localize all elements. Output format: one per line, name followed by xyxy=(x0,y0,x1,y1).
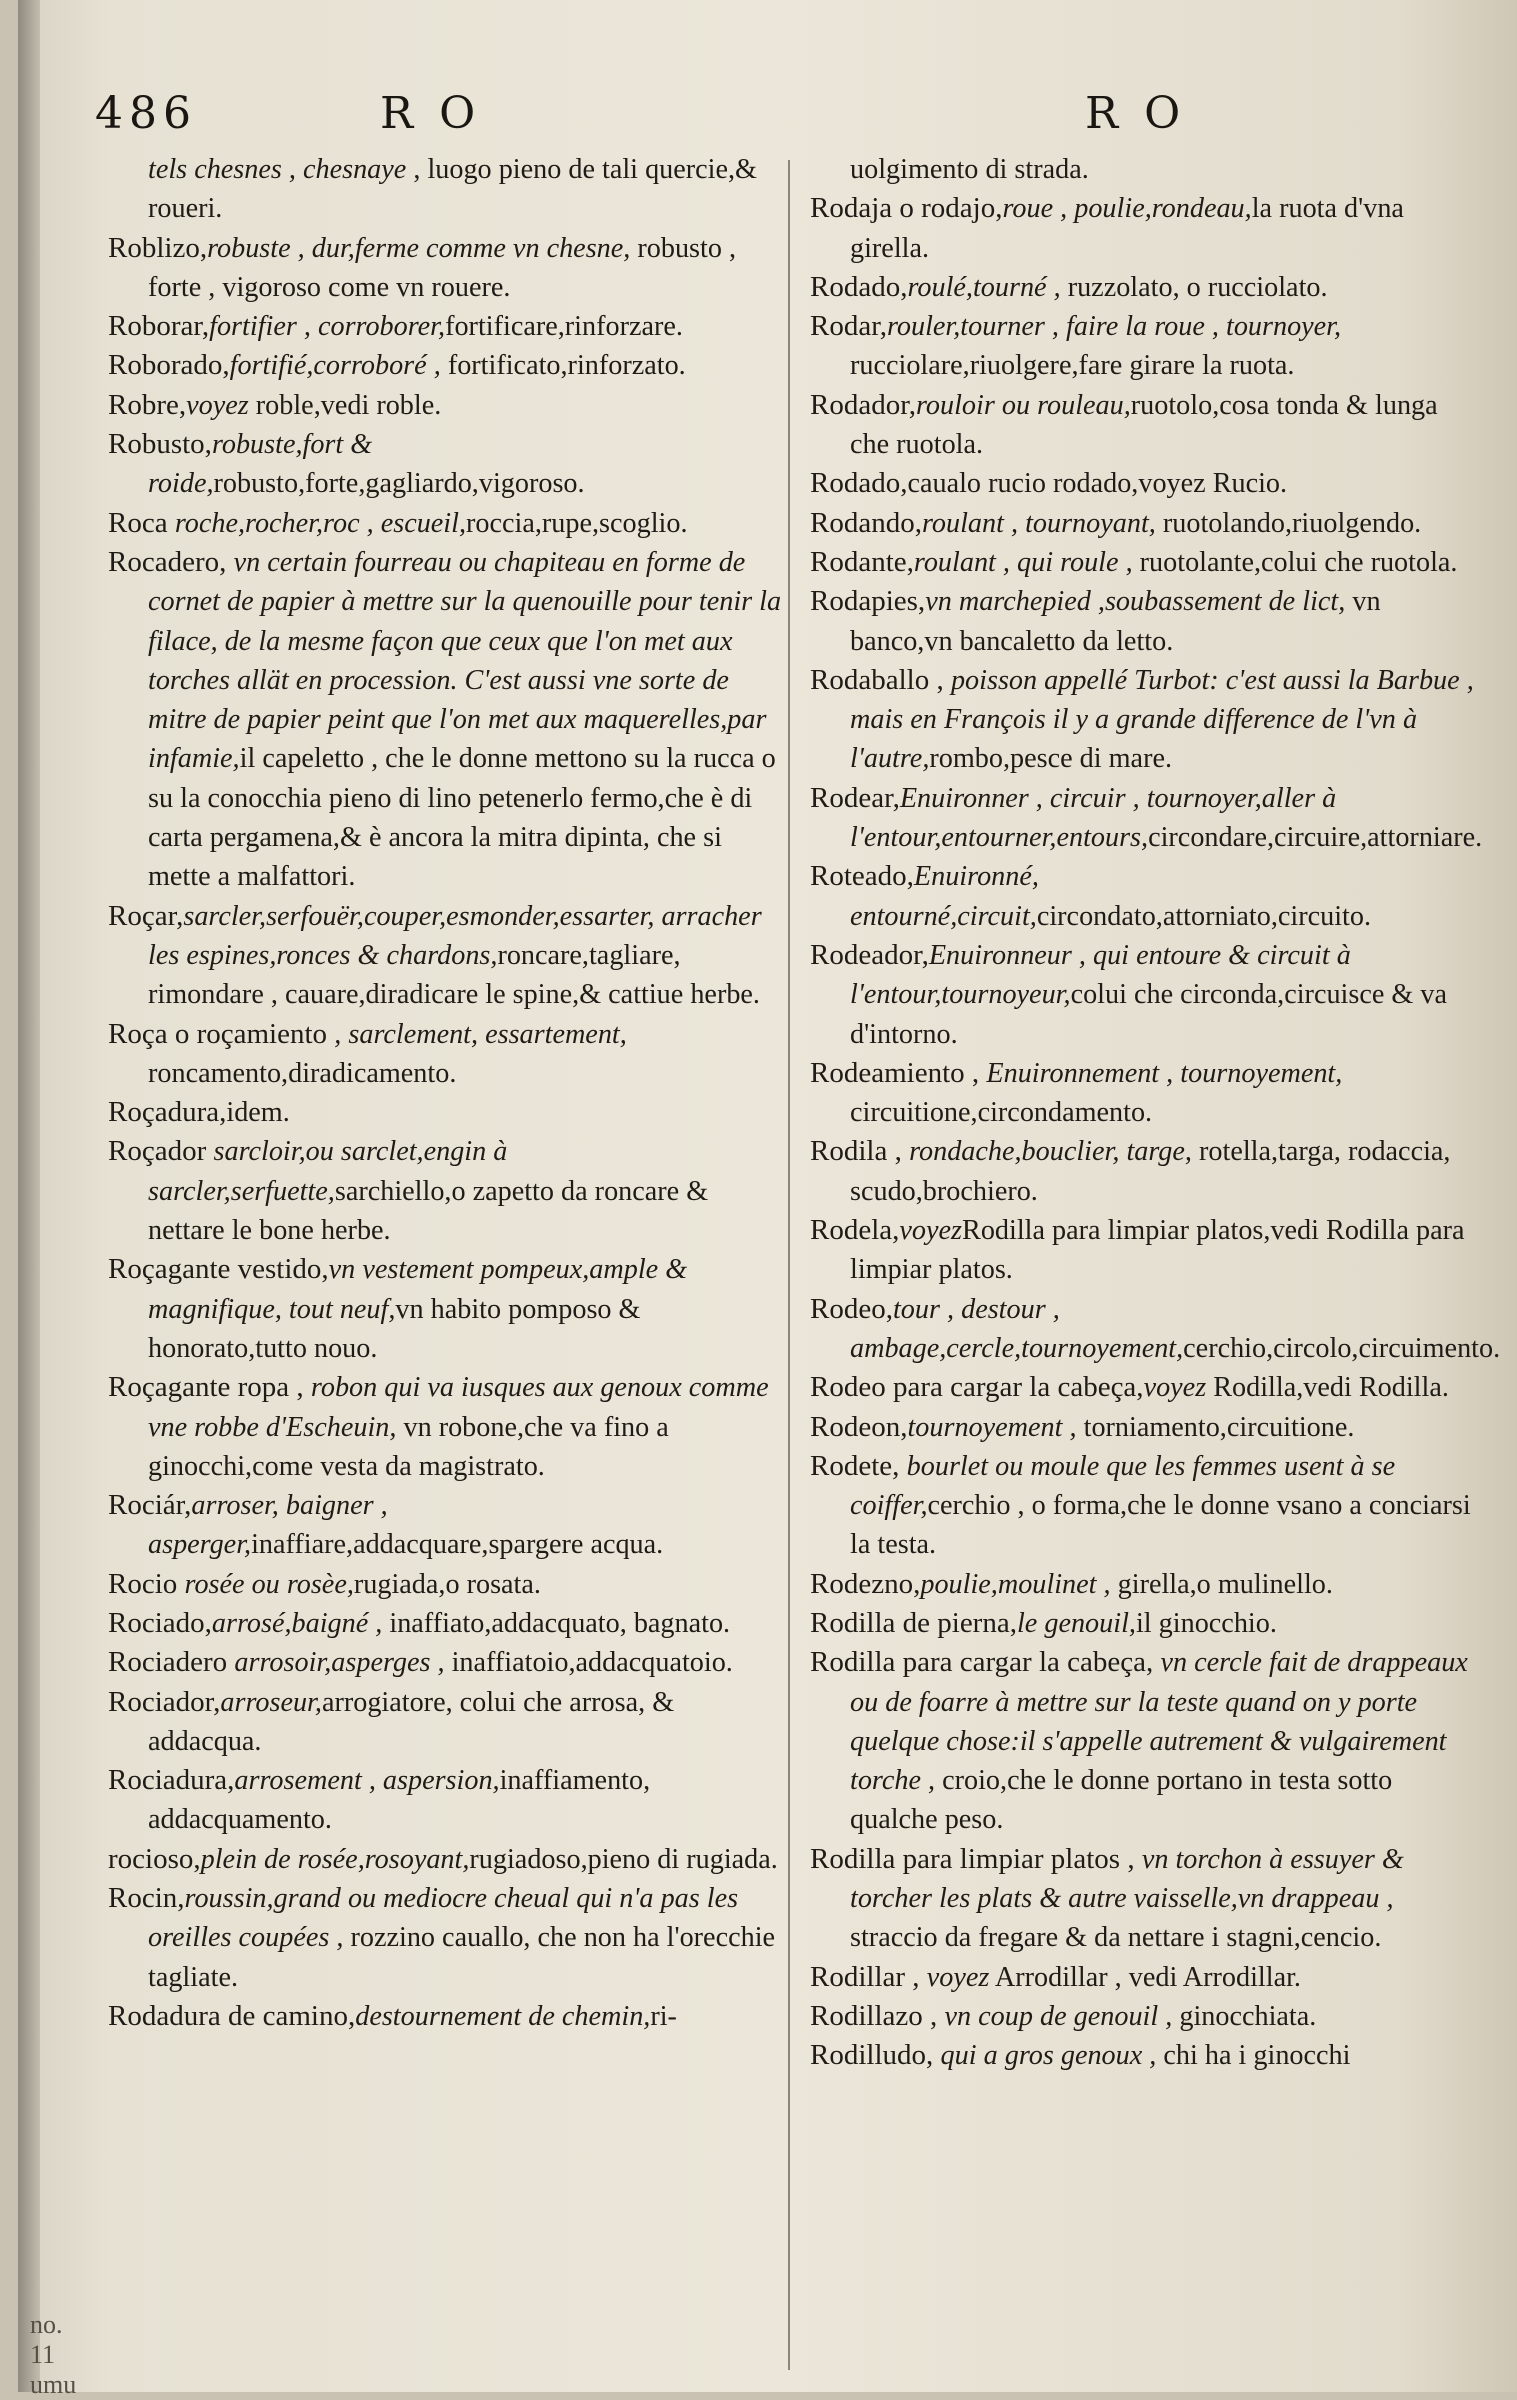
dictionary-entry xyxy=(810,857,1475,936)
entry-italian-gloss: il capeletto , che le donne mettono su la rucca o su la conocchia pieno di lino petenerlo fermo,che è di carta pergamena,& è ancora la mitra dipinta, che si mette a malfattori. xyxy=(148,743,776,893)
entry-headword: Rocio xyxy=(108,1567,185,1600)
dictionary-entry xyxy=(810,1997,1475,2036)
dictionary-entry xyxy=(810,268,1475,307)
entry-italian-gloss: roccia,rupe,scoglio. xyxy=(466,507,688,539)
entry-italian-gloss: arrogiatore, colui che arrosa, & addacqua. xyxy=(148,1686,675,1757)
entry-italian-gloss: caualo rucio rodado,voyez Rucio. xyxy=(907,468,1288,500)
entry-french-gloss: arrosoir,asperges , xyxy=(234,1647,445,1679)
entry-headword: Roteado, xyxy=(810,860,914,893)
dictionary-entry xyxy=(810,1054,1475,1133)
entry-headword: Rodeador, xyxy=(810,938,929,971)
entry-french-gloss: fortifié,corroboré , xyxy=(229,350,441,382)
entry-headword: Robusto, xyxy=(108,428,212,461)
entry-italian-gloss: rucciolare,riuolgere,fare girare la ruota. xyxy=(850,350,1295,382)
entry-headword: Rocin, xyxy=(108,1882,185,1915)
entry-headword: Rodilla de pierna, xyxy=(810,1606,1017,1639)
dictionary-entry xyxy=(810,1447,1475,1565)
dictionary-entry xyxy=(810,307,1475,386)
dictionary-entry xyxy=(108,504,788,543)
entry-french-gloss: Enuironné, entourné,circuit, xyxy=(850,861,1039,932)
dictionary-entry xyxy=(108,425,788,504)
dictionary-entry xyxy=(108,1879,788,1997)
entry-headword: Roçagante ropa , xyxy=(108,1371,311,1404)
dictionary-entry xyxy=(108,1565,788,1604)
dictionary-entry xyxy=(810,1132,1475,1211)
entry-french-gloss: poisson appellé Turbot: c'est aussi la Barbue , mais en François il y a grande difference de l'vn à l'autre, xyxy=(850,664,1474,775)
entry-headword: Rodaballo , xyxy=(810,663,951,696)
dictionary-entry xyxy=(810,1643,1475,1839)
dictionary-entry xyxy=(108,386,788,425)
entry-headword: Rodila , xyxy=(810,1135,910,1168)
entry-italian-gloss: straccio da fregare & da nettare i stagni,cencio. xyxy=(850,1922,1382,1954)
entry-italian-gloss: circuitione,circondamento. xyxy=(850,1097,1153,1129)
dictionary-entry xyxy=(810,1290,1501,1369)
dictionary-entry xyxy=(810,189,1475,268)
entry-italian-gloss: uolgimento di strada. xyxy=(850,154,1089,185)
entry-headword: Rodadura de camino, xyxy=(108,1999,356,2032)
entry-italian-gloss: ruotolo,cosa tonda & lunga che ruotola. xyxy=(850,389,1438,461)
entry-french-gloss: roue , poulie,rondeau, xyxy=(1002,193,1252,225)
entry-headword: Rodar, xyxy=(810,310,887,343)
entry-french-gloss: qui a gros genoux , xyxy=(940,2040,1157,2072)
entry-french-gloss: voyez xyxy=(186,389,249,421)
entry-french-gloss: voyez xyxy=(899,1215,963,1247)
entry-italian-gloss: vn banco,vn bancaletto da letto. xyxy=(850,586,1381,657)
dictionary-entry xyxy=(108,1840,788,1879)
entry-french-gloss: sarcler,serfouër,couper,esmonder,essarter, arracher les espines,ronces & chardons, xyxy=(148,900,762,971)
entry-headword: Roçar, xyxy=(108,899,184,932)
entry-italian-gloss: idem. xyxy=(226,1097,290,1129)
dictionary-entry xyxy=(810,1408,1475,1447)
entry-french-gloss: destournement de chemin, xyxy=(355,2000,651,2032)
entry-french-gloss: le genouil, xyxy=(1016,1607,1136,1639)
entry-headword: Rociadura, xyxy=(108,1764,235,1797)
dictionary-entry xyxy=(108,307,788,346)
entry-italian-gloss: il ginocchio. xyxy=(1135,1607,1277,1639)
dictionary-entry xyxy=(108,543,788,897)
entry-italian-gloss: Rodilla para limpiar platos,vedi Rodilla para limpiar platos. xyxy=(850,1215,1465,1286)
entry-headword: Rodeon, xyxy=(810,1410,908,1443)
entry-french-gloss: rondache,bouclier, targe, xyxy=(909,1136,1192,1168)
entry-french-gloss: poulie,moulinet , xyxy=(920,1568,1111,1600)
entry-headword: Rodaja o rodajo, xyxy=(810,192,1003,225)
entry-italian-gloss: rotella,targa, rodaccia, scudo,brochiero. xyxy=(850,1136,1451,1207)
dictionary-entry xyxy=(810,779,1483,858)
entry-french-gloss: voyez xyxy=(1143,1372,1207,1404)
entry-french-gloss: rosée ou rosèe, xyxy=(184,1568,354,1600)
entry-italian-gloss: rugiada,o rosata. xyxy=(353,1568,541,1600)
entry-italian-gloss: girella,o mulinello. xyxy=(1110,1568,1333,1600)
entry-headword: Rociadero xyxy=(108,1646,235,1679)
entry-french-gloss: arrosement , aspersion, xyxy=(234,1765,500,1797)
entry-french-gloss: roche,rocher,roc , escueil, xyxy=(174,507,467,539)
dictionary-entry xyxy=(810,464,1475,503)
entry-french-gloss: Enuironnement , tournoyement, xyxy=(986,1057,1343,1089)
column-rule xyxy=(788,160,790,2370)
entry-italian-gloss: roncare,tagliare, rimondare , cauare,diradicare le spine,& cattiue herbe. xyxy=(148,939,760,1011)
entry-italian-gloss: , luogo pieno de tali quercie,& roueri. xyxy=(148,154,757,225)
entry-french-gloss: robuste , dur,ferme comme vn chesne, xyxy=(207,232,631,264)
entry-headword: Rodilludo, xyxy=(810,2039,941,2072)
entry-french-gloss: tour , destour , ambage,cercle,tournoyement, xyxy=(850,1293,1184,1364)
entry-italian-gloss: vn robone,che va fino a ginocchi,come vesta da magistrato. xyxy=(148,1411,669,1482)
entry-french-gloss: vn cercle fait de drappeaux ou de foarre à mettre sur la teste quand on y porte quelque chose:il s'appelle autrement & vulgairement torche , xyxy=(850,1647,1468,1797)
entry-french-gloss: Enuironneur , qui entoure & circuit à l'entour,tournoyeur, xyxy=(850,939,1351,1011)
entry-headword: Rodante, xyxy=(810,545,914,578)
entry-headword: Roblizo, xyxy=(108,231,208,264)
dictionary-entry xyxy=(108,1015,788,1094)
entry-french-gloss: vn torchon à essuyer & torcher les plats & autre vaisselle,vn drappeau , xyxy=(850,1843,1404,1915)
entry-italian-gloss: ruzzolato, o rucciolato. xyxy=(1060,271,1328,303)
left-running-head: R O xyxy=(380,88,482,139)
entry-italian-gloss: roble,vedi roble. xyxy=(248,389,442,421)
dictionary-entry xyxy=(810,1958,1475,1997)
dictionary-entry xyxy=(108,150,788,229)
right-running-head: R O xyxy=(1085,88,1187,139)
dictionary-entry xyxy=(108,1643,788,1682)
entry-french-gloss: fortifier , corroborer, xyxy=(209,311,446,343)
right-column xyxy=(810,150,1501,2076)
dictionary-entry xyxy=(810,150,1475,189)
entry-headword: Rodela, xyxy=(810,1214,900,1247)
entry-italian-gloss: robusto , forte , vigoroso come vn rouere. xyxy=(148,232,737,303)
entry-italian-gloss: ri- xyxy=(650,2000,677,2032)
entry-french-gloss: vn certain fourreau ou chapiteau en forme de cornet de papier à mettre sur la quenouille pour tenir la filace, de la mesme façon que ceux que l'on met aux torches allät en procession. C'est aussi vne sorte de mitre de papier peint que l'on met aux maquerelles,par infamie, xyxy=(148,546,782,775)
dictionary-entry xyxy=(810,1211,1475,1290)
entry-headword: rocioso, xyxy=(108,1842,201,1875)
dictionary-entry xyxy=(810,1368,1475,1407)
dictionary-entry xyxy=(108,229,788,308)
entry-french-gloss: roulant , tournoyant, xyxy=(921,507,1156,539)
entry-french-gloss: plein de rosée,rosoyant, xyxy=(200,1843,470,1875)
entry-headword: Rodilla para limpiar platos , xyxy=(810,1842,1142,1875)
entry-italian-gloss: torniamento,circuitione. xyxy=(1076,1411,1355,1443)
entry-headword: Rodeo, xyxy=(810,1292,893,1325)
entry-italian-gloss: rombo,pesce di mare. xyxy=(929,743,1173,775)
entry-french-gloss: rouler,tourner , faire la roue , tournoyer, xyxy=(886,311,1342,343)
entry-headword: Rodando, xyxy=(810,506,922,539)
entry-french-gloss: tournoyement , xyxy=(907,1411,1077,1443)
dictionary-entry xyxy=(108,1093,788,1132)
entry-french-gloss: vn coup de genouil , xyxy=(944,2000,1173,2032)
dictionary-entry xyxy=(810,582,1475,661)
entry-french-gloss: Enuironner , circuir , tournoyer,aller à l'entour,entourner,entours, xyxy=(850,782,1337,854)
entry-french-gloss: tels chesnes , chesnaye xyxy=(148,154,407,185)
entry-headword: Rodete, xyxy=(810,1449,907,1482)
entry-italian-gloss: rozzino cauallo, che non ha l'orecchie tagliate. xyxy=(148,1922,776,1993)
dictionary-entry xyxy=(108,346,788,385)
dictionary-entry xyxy=(108,1997,788,2036)
entry-headword: Rodeamiento , xyxy=(810,1056,987,1089)
entry-french-gloss: robuste,fort & roide, xyxy=(148,429,373,500)
page-number: 486 xyxy=(95,88,197,139)
entry-italian-gloss: la ruota d'vna girella. xyxy=(850,193,1404,264)
entry-headword: Rodezno, xyxy=(810,1567,921,1600)
entry-headword: Roborar, xyxy=(108,310,210,343)
entry-headword: Roca xyxy=(108,506,175,539)
entry-french-gloss: voyez xyxy=(926,1961,990,1993)
entry-italian-gloss: robusto,forte,gagliardo,vigoroso. xyxy=(213,468,585,500)
entry-headword: Rodear, xyxy=(810,781,900,814)
dictionary-entry xyxy=(108,897,788,1015)
entry-headword: Rodado, xyxy=(810,467,908,500)
entry-headword: Rociár, xyxy=(108,1489,192,1522)
dictionary-entry xyxy=(108,1761,788,1840)
entry-headword: Rociado, xyxy=(108,1606,212,1639)
dictionary-entry xyxy=(108,1250,788,1368)
dictionary-entry xyxy=(108,1683,788,1762)
entry-headword: Roçador xyxy=(108,1135,214,1168)
entry-french-gloss: , sarclement, essartement, xyxy=(334,1018,627,1050)
entry-headword: Rodeo para cargar la cabeça, xyxy=(810,1371,1144,1404)
dictionary-entry xyxy=(810,936,1475,1054)
dictionary-entry xyxy=(810,1840,1475,1958)
dictionary-entry xyxy=(810,661,1475,779)
entry-french-gloss: roulant , qui roule , xyxy=(913,546,1133,578)
entry-french-gloss: vn vestement pompeux,ample & magnifique, tout neuf, xyxy=(148,1254,688,1325)
entry-headword: Roça o roçamiento xyxy=(108,1017,335,1050)
entry-italian-gloss: fortificato,rinforzato. xyxy=(440,350,686,382)
left-column xyxy=(108,150,788,2036)
entry-italian-gloss: ginocchiata. xyxy=(1172,2000,1317,2032)
entry-headword: Rodado, xyxy=(810,270,908,303)
dictionary-entry xyxy=(810,543,1475,582)
entry-french-gloss: roulé,tourné , xyxy=(907,271,1061,303)
margin-note: no. 11 umu xyxy=(30,2310,77,2399)
entry-italian-gloss: cerchio , o forma,che le donne vsano a conciarsi la testa. xyxy=(850,1490,1471,1561)
dictionary-entry xyxy=(810,386,1475,465)
entry-italian-gloss: cerchio,circolo,circuimento. xyxy=(1183,1332,1501,1364)
entry-italian-gloss: circondato,attorniato,circuito. xyxy=(1036,900,1372,932)
entry-italian-gloss: inaffiamento, addacquamento. xyxy=(148,1765,651,1836)
entry-french-gloss: vn marchepied ,soubassement de lict, xyxy=(925,586,1346,618)
entry-italian-gloss: inaffiatoio,addacquatoio. xyxy=(444,1647,733,1679)
entry-italian-gloss: roncamento,diradicamento. xyxy=(148,1057,457,1089)
entry-italian-gloss: colui che circonda,circuisce & va d'intorno. xyxy=(850,979,1447,1050)
entry-french-gloss: bourlet ou moule que les femmes usent à se coiffer, xyxy=(850,1450,1396,1522)
entry-italian-gloss: circondare,circuire,attorniare. xyxy=(1148,822,1483,854)
entry-italian-gloss: sarchiello,o zapetto da roncare & nettare le bone herbe. xyxy=(148,1175,709,1247)
entry-french-gloss: robon qui va iusques aux genoux comme vne robbe d'Escheuin, xyxy=(148,1372,769,1443)
entry-italian-gloss: Arrodillar , vedi Arrodillar. xyxy=(989,1961,1301,1993)
dictionary-entry xyxy=(810,1565,1475,1604)
entry-headword: Robre, xyxy=(108,388,187,421)
entry-italian-gloss: Rodilla,vedi Rodilla. xyxy=(1206,1372,1449,1404)
entry-italian-gloss: fortificare,rinforzare. xyxy=(445,311,683,343)
entry-italian-gloss: ruotolando,riuolgendo. xyxy=(1155,507,1422,539)
entry-italian-gloss: ruotolante,colui che ruotola. xyxy=(1132,546,1458,578)
entry-italian-gloss: croio,che le donne portano in testa sotto qualche peso. xyxy=(850,1765,1393,1836)
entry-headword: Rodillar , xyxy=(810,1960,927,1993)
entry-italian-gloss: vn habito pomposo & honorato,tutto nouo. xyxy=(148,1293,641,1364)
entry-headword: Rocadero, xyxy=(108,545,234,578)
entry-french-gloss: roussin,grand ou mediocre cheual qui n'a pas les oreilles coupées , xyxy=(148,1883,739,1954)
entry-french-gloss: rouloir ou rouleau, xyxy=(915,389,1131,421)
entry-headword: Rodapies, xyxy=(810,585,926,618)
entry-headword: Rodador, xyxy=(810,388,916,421)
entry-french-gloss: sarcloir,ou sarclet,engin à sarcler,serfuette, xyxy=(148,1136,508,1207)
entry-headword: Rodillazo , xyxy=(810,1999,945,2032)
entry-headword: Rociador, xyxy=(108,1685,221,1718)
dictionary-entry xyxy=(810,2036,1475,2075)
entry-french-gloss: arrosé,baigné , xyxy=(211,1607,383,1639)
binding-gutter xyxy=(18,0,40,2392)
entry-headword: Roborado, xyxy=(108,349,230,382)
dictionary-entry xyxy=(810,1604,1475,1643)
entry-italian-gloss: rugiadoso,pieno di rugiada. xyxy=(469,1843,778,1875)
entry-italian-gloss: inaffiare,addacquare,spargere acqua. xyxy=(251,1529,664,1561)
dictionary-entry xyxy=(108,1132,788,1250)
dictionary-entry xyxy=(108,1486,788,1565)
entry-italian-gloss: chi ha i ginocchi xyxy=(1156,2040,1351,2072)
entry-headword: Roçagante vestido, xyxy=(108,1253,329,1286)
entry-italian-gloss: inaffiato,addacquato, bagnato. xyxy=(382,1607,731,1639)
dictionary-entry xyxy=(108,1604,788,1643)
entry-headword: Rodilla para cargar la cabeça, xyxy=(810,1646,1161,1679)
dictionary-entry xyxy=(810,504,1475,543)
dictionary-entry xyxy=(108,1368,788,1486)
entry-french-gloss: arroseur, xyxy=(220,1686,322,1718)
entry-headword: Roçadura, xyxy=(108,1096,227,1129)
entry-french-gloss: arroser, baigner , asperger, xyxy=(148,1490,388,1561)
